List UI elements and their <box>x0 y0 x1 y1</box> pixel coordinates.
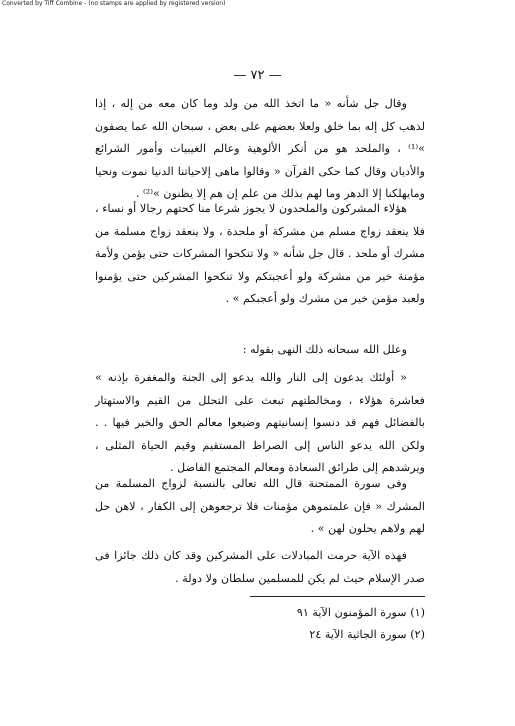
footnote-2: (٢) سورة الجاثية الآية ٢٤ <box>309 628 425 641</box>
footnote-1: (١) سورة المؤمنون الآية ٩١ <box>296 606 425 619</box>
paragraph-text: « أولئك يدعون إلى النار والله يدعو إلى الجنة والمغفرة بإذنه » فعاشرة هؤلاء ، ومخالطتهم تبعث على التحلل من القيم والاستهتار بالفضائل فهم قد دنسوا إنسانيتهم وضيعوا معالم الحق والخير فيها . . ولكن الله يدعو الناس إلى الصراط المستقيم وقيم الحياة المثلى ، ويرشدهم إلى طرائق السعادة ومعالم المجتمع الفاضل . <box>95 371 425 474</box>
paragraph-text: وقال جل شأنه « ما اتخذ الله من ولد وما كان معه من إله ، إذا لذهب كل إله بما خلق ولعلا بعضهم على بعض ، سبحان الله عما يصفون »⁽¹⁾ ، والملحد هو من أنكر الألوهية وعالم الغيبيات وأمور الشرائع والأديان وقال كما حكى القرآن « وقالوا ماهى إلاحياتنا الدنيا نموت ونحيا ومايهلكنا إلا الدهر وما لهم بذلك من علم إن هم إلا يظنون »⁽²⁾ . <box>95 97 425 200</box>
paragraph-4 <box>95 367 425 480</box>
paragraph-text: فهذه الآية حرمت المبادلات على المشركين وقد كان ذلك جائزا فى صدر الإسلام حيث لم يكن للمسلمين سلطان ولا دولة . <box>95 549 425 585</box>
converter-banner: Converted by Tiff Combine - (no stamps are applied by registered version) <box>2 0 226 7</box>
paragraph-5 <box>95 473 425 541</box>
paragraph-text: وعلل الله سبحانه ذلك النهى بقوله : <box>242 343 407 356</box>
footnote-divider <box>250 596 425 597</box>
paragraph-3 <box>95 339 425 362</box>
paragraph-2 <box>95 198 425 311</box>
page-number: — ٧٢ — <box>233 68 282 83</box>
paragraph-text: وفى سورة الممتحنة قال الله تعالى بالنسبة لزواج المسلمة من المشرك « فإن علمتموهن مؤمنات فلا ترجعوهن إلى الكفار ، لاهن حل لهم ولاهم يحلون لهن » . <box>95 477 425 535</box>
paragraph-text: هؤلاء المشركون والملحدون لا يجوز شرعا منا كحتهم رجالا أو نساء ، فلا ينعقد زواج مسلم من مشركة أو ملحدة ، ولا ينعقد زواج مسلمة من مشرك أو ملحد . قال جل شأنه « ولا تنكحوا المشركات حتى يؤمن ولأمة مؤمنة خير من مشركة ولو أعجبتكم ولا تنكحوا المشركين حتى يؤمنوا ولعبد مؤمن خير من مشرك ولو أعجبكم » . <box>95 202 425 305</box>
paragraph-6 <box>95 545 425 590</box>
paragraph-1 <box>95 93 425 206</box>
